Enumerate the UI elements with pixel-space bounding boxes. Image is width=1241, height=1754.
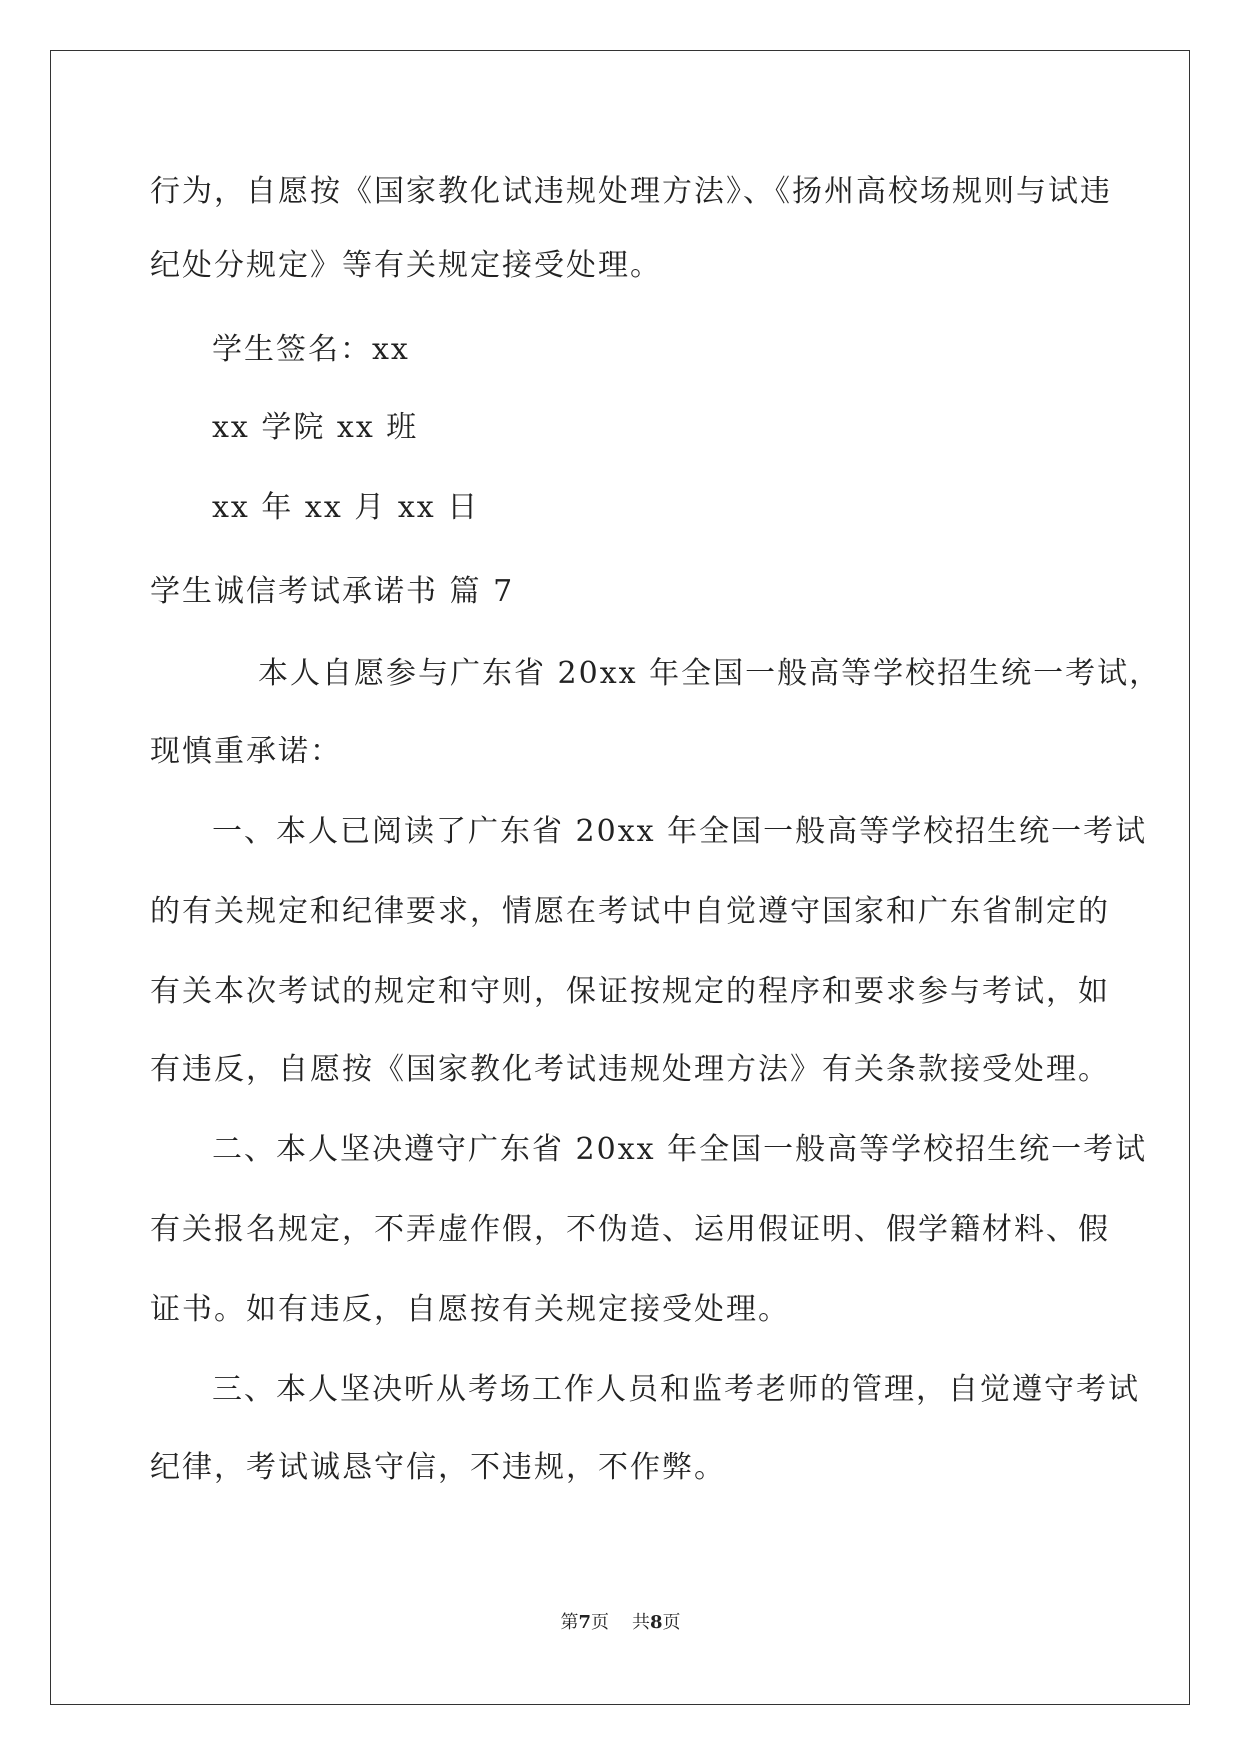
paragraph-line: 二、本人坚决遵守广东省 20xx 年全国一般高等学校招生统一考试: [212, 1132, 1148, 1167]
student-signature: 学生签名：xx: [212, 332, 410, 367]
paragraph-line: 纪律，考试诚恳守信，不违规，不作弊。: [150, 1450, 726, 1485]
signature-date: xx 年 xx 月 xx 日: [212, 490, 480, 525]
paragraph-line: 纪处分规定》等有关规定接受处理。: [150, 248, 662, 283]
paragraph-line: 的有关规定和纪律要求，情愿在考试中自觉遵守国家和广东省制定的: [150, 894, 1110, 929]
paragraph-line: 一、本人已阅读了广东省 20xx 年全国一般高等学校招生统一考试: [212, 814, 1148, 849]
total-suffix: 页: [662, 1612, 681, 1633]
page-suffix: 页: [591, 1612, 610, 1633]
paragraph-line: 有关报名规定，不弄虚作假，不伪造、运用假证明、假学籍材料、假: [150, 1212, 1110, 1247]
student-class: xx 学院 xx 班: [212, 410, 419, 445]
paragraph-line: 有违反，自愿按《国家教化考试违规处理方法》有关条款接受处理。: [150, 1052, 1110, 1087]
paragraph-line: 有关本次考试的规定和守则，保证按规定的程序和要求参与考试，如: [150, 974, 1110, 1009]
paragraph-line: 行为，自愿按《国家教化试违规处理方法》、《扬州高校场规则与试违: [150, 174, 1112, 209]
page-prefix: 第: [560, 1612, 579, 1633]
current-page-number: 7: [578, 1612, 592, 1633]
paragraph-line: 三、本人坚决听从考场工作人员和监考老师的管理，自觉遵守考试: [212, 1372, 1140, 1407]
paragraph-line: 本人自愿参与广东省 20xx 年全国一般高等学校招生统一考试，: [258, 656, 1162, 691]
page-footer: [0, 1611, 1241, 1635]
paragraph-line: 现慎重承诺：: [150, 734, 342, 769]
total-prefix: 共: [631, 1612, 650, 1633]
section-heading: 学生诚信考试承诺书 篇 7: [150, 574, 515, 609]
paragraph-line: 证书。如有违反，自愿按有关规定接受处理。: [150, 1292, 790, 1327]
total-page-count: 8: [649, 1612, 663, 1633]
